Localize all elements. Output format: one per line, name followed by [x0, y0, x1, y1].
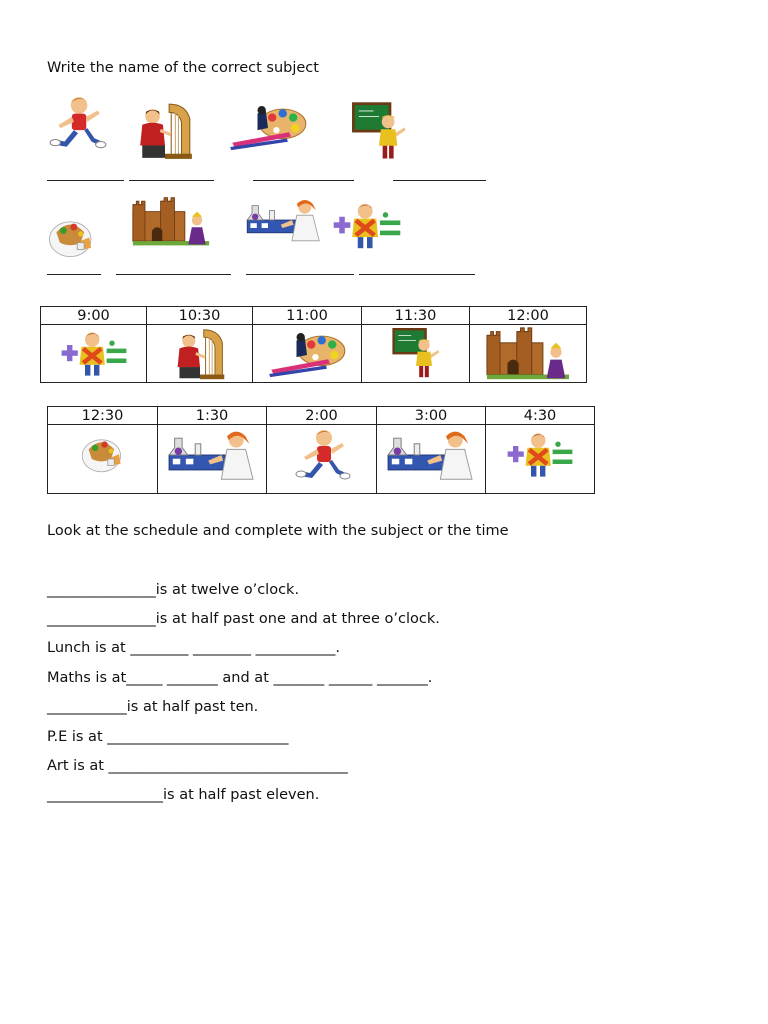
maths-boy-icon — [330, 200, 404, 252]
time-label: 12:00 — [507, 308, 549, 324]
time-label: 11:30 — [394, 308, 437, 324]
answer-blank[interactable] — [359, 273, 475, 275]
time-label: 12:30 — [81, 408, 124, 424]
schedule-cell — [41, 307, 147, 382]
fill-in-sentence[interactable]: _______________is at half past one and at three o’clock. — [47, 611, 440, 627]
fill-in-sentence[interactable]: P.E is at _________________________ — [47, 729, 289, 745]
answer-blank[interactable] — [47, 273, 101, 275]
fill-in-sentence[interactable]: Lunch is at ________ ________ ___________. — [47, 640, 340, 656]
schedule-table-afternoon — [47, 406, 595, 494]
schedule-cell — [486, 407, 594, 493]
fill-in-sentence[interactable]: ________________is at half past eleven. — [47, 787, 320, 803]
schedule-cell — [470, 307, 586, 382]
fill-in-sentence[interactable]: Maths is at_____ _______ and at _______ ______ _______. — [47, 670, 433, 686]
instruction-subject-names: Write the name of the correct subject — [47, 60, 319, 76]
instruction-complete-schedule: Look at the schedule and complete with the subject or the time — [47, 523, 509, 539]
time-label: 1:30 — [195, 408, 229, 424]
time-label: 4:30 — [523, 408, 557, 424]
lunch-plate-icon — [46, 208, 98, 260]
time-label: 10:30 — [178, 308, 221, 324]
answer-blank[interactable] — [129, 179, 214, 181]
answer-blank[interactable] — [246, 273, 354, 275]
lunch-plate-icon — [76, 427, 130, 475]
harp-player-icon — [164, 326, 236, 382]
schedule-cell — [48, 407, 158, 493]
running-boy-icon — [46, 94, 108, 156]
fill-in-sentence[interactable]: _______________is at twelve o’clock. — [47, 582, 300, 598]
schedule-cell — [158, 407, 267, 493]
answer-blank[interactable] — [116, 273, 231, 275]
schedule-cell — [362, 307, 470, 382]
running-boy-icon — [289, 427, 355, 487]
fill-in-sentence[interactable]: ___________is at half past ten. — [47, 699, 259, 715]
paint-palette-icon — [265, 326, 349, 382]
schedule-cell — [377, 407, 486, 493]
schedule-table-morning — [40, 306, 587, 383]
maths-boy-icon — [58, 326, 130, 382]
maths-boy-icon — [504, 427, 576, 483]
schedule-cell — [253, 307, 362, 382]
science-lab-icon — [240, 196, 328, 244]
answer-blank[interactable] — [393, 179, 486, 181]
teacher-blackboard-icon — [350, 100, 408, 164]
schedule-cell — [267, 407, 377, 493]
harp-player-icon — [134, 100, 196, 162]
answer-blank[interactable] — [47, 179, 124, 181]
schedule-cell — [147, 307, 253, 382]
time-label: 9:00 — [77, 308, 110, 324]
science-lab-icon — [385, 427, 477, 483]
time-label: 2:00 — [305, 408, 338, 424]
time-label: 3:00 — [414, 408, 448, 424]
castle-history-icon — [124, 196, 218, 248]
answer-blank[interactable] — [253, 179, 354, 181]
time-label: 11:00 — [286, 308, 328, 324]
teacher-blackboard-icon — [380, 326, 452, 382]
castle-history-icon — [478, 326, 578, 382]
paint-palette-icon — [226, 100, 310, 154]
fill-in-sentence[interactable]: Art is at _________________________________ — [47, 758, 348, 774]
science-lab-icon — [166, 427, 258, 483]
